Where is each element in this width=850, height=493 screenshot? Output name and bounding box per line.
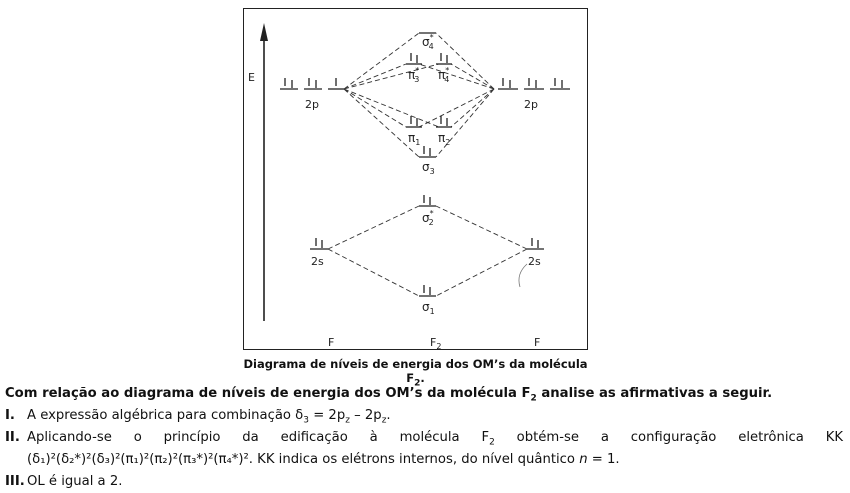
label-pi1: $\pi_1$ <box>408 131 421 147</box>
statement-2-line-1: Aplicando-se o princípio da edificação à molécula $F_2$ obtém-se a configuração eletrônica KK <box>27 430 843 448</box>
label-2p-left: 2p <box>305 98 319 111</box>
level-sigma3 <box>419 146 436 157</box>
level-2p-right <box>498 78 570 89</box>
level-2p-left <box>280 78 344 89</box>
statement-1: I. A expressão algébrica para combinação $\delta_3 = 2p_z - 2p_z$. <box>5 408 391 426</box>
label-molecule: $F_2$ <box>430 336 442 351</box>
question-block <box>5 383 843 493</box>
energy-axis-arrow <box>260 23 268 41</box>
level-2s-left <box>310 238 328 249</box>
statement-2: II. Aplicando-se o princípio da edificação à molécula $F_2$ obtém-se a configuração eletrônica KK (δ₁)²(δ₂*)²(δ₃)²(π₁)²(π₂)²(π₃*)²(π₄*)². KK indica os elétrons internos, do nível quântico n = 1. <box>5 427 843 471</box>
label-sigma4: σ* 4 <box>422 33 434 51</box>
label-2s-right: 2s <box>528 255 541 268</box>
label-atom-left: F <box>328 336 335 349</box>
pencil-mark <box>519 264 527 287</box>
label-sigma2: σ* 2 <box>422 209 434 227</box>
statement-3: III. OL é igual a 2. <box>5 474 123 489</box>
label-sigma1: $\sigma_1$ <box>422 300 435 316</box>
figure-caption: Diagrama de níveis de energia dos OM’s da molécula $F_2$. <box>243 357 588 389</box>
label-pi3: π* 3 <box>408 66 420 84</box>
axis-label-e: E <box>248 71 255 84</box>
label-pi4: π* 4 <box>438 66 450 84</box>
label-atom-right: F <box>534 336 541 349</box>
label-2p-right: 2p <box>524 98 538 111</box>
mo-energy-diagram <box>243 8 588 350</box>
label-sigma3: $\sigma_3$ <box>422 160 435 176</box>
level-pi3-pi4 <box>406 53 452 64</box>
level-sigma2 <box>419 195 436 206</box>
statement-2-line-2: (δ₁)²(δ₂*)²(δ₃)²(π₁)²(π₂)²(π₃*)²(π₄*)². KK indica os elétrons internos, do nível quântico n = 1. <box>27 452 620 467</box>
mo-diagram-svg <box>244 9 589 351</box>
question-lead: Com relação ao diagrama de níveis de energia dos OM’s da molécula $F_2$ analise as afirmativas a seguir. <box>5 386 773 404</box>
label-2s-left: 2s <box>311 255 324 268</box>
label-pi2: $\pi_2$ <box>438 131 451 147</box>
level-2s-right <box>527 238 544 249</box>
level-sigma1 <box>419 285 436 296</box>
